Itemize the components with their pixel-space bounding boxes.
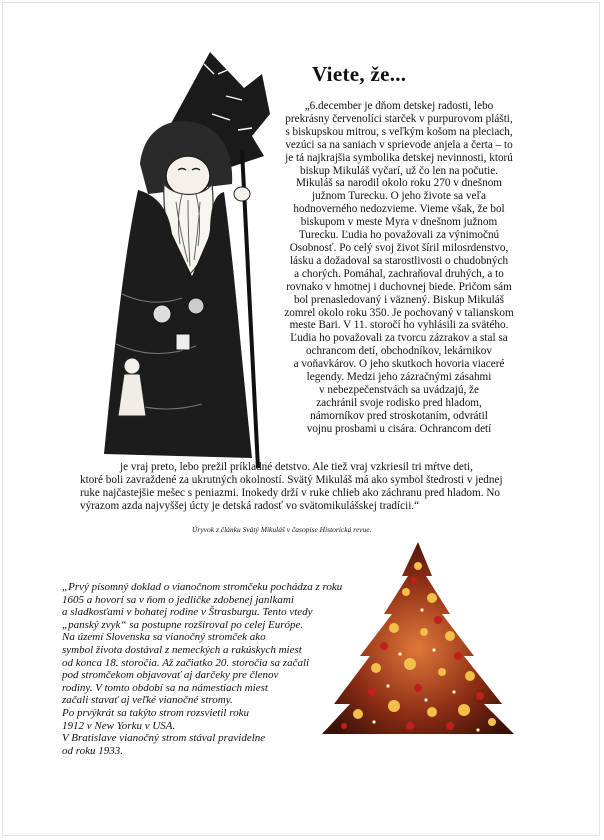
article-line: ktoré boli zavraždené za ukrutných okolností. Svätý Mikuláš má ako symbol štedrosti v jednej (80, 473, 503, 486)
article-line: vezúci sa na saniach v sprievode anjela a čerta – to (285, 138, 513, 151)
article-line: pod stromčekom objavovať aj darčeky pre členov (62, 669, 279, 682)
article-line: výrazom azda najvyššej úcty je detská radosť vo svätomikulášskej tradícii.“ (80, 499, 420, 512)
article-line: ochrancom detí, obchodníkov, lekárnikov (306, 345, 492, 358)
article-line: Turecku. Ľudia ho považovali za výnimočnú (298, 229, 500, 242)
article-source: Úryvok z článku Svätý Mikuláš v časopise Historická revue. (192, 525, 372, 534)
article-line: južnom Turecku. O jeho živote sa veľa (312, 190, 486, 203)
article-line: rovnako v hmotnej i duchovnej biede. Pričom sám (286, 280, 512, 293)
article-line: „Prvý písomný doklad o vianočnom stromčeku pochádza z roku (62, 581, 343, 593)
article-line: od roku 1933. (62, 744, 124, 757)
article-line: rodiny. V tomto období sa na námestiach miest (62, 681, 268, 694)
article-line: vojnu prosbami u cisára. Ochrancom detí (306, 422, 492, 435)
christmas-tree-illustration (314, 536, 520, 746)
mikulas-article-right (260, 100, 538, 436)
saint-nicholas-illustration (92, 44, 278, 474)
article-line: 1605 a hovorí sa v ňom o jedličke zdobenej janlkami (62, 593, 294, 606)
article-line: s biskupskou mitrou, s veľkým košom na pleciach, (285, 125, 513, 138)
article-line: 1912 v New Yorku v USA. (62, 719, 176, 732)
article-line: od konca 18. storočia. Až začiatko 20. storočia sa začali (62, 656, 310, 669)
page-title: Viete, že... (312, 62, 407, 86)
article-line: a sladkosťami v bohatej rodine v Štrasburgu. Tento vtedy (62, 606, 313, 619)
article-line: Ľudia ho považovali za tvorcu zázrakov a stal sa (290, 332, 508, 345)
article-line: prekrásny červenolíci starček v purpurovom plášti, (285, 112, 513, 125)
article-line: ruke najčastejšie mešec s peniazmi. Inokedy drží v ruke chlieb ako záchranu pred hladom. No (80, 486, 500, 499)
article-line: a chorých. Pomáhal, zachraňoval druhých, a to (294, 267, 504, 280)
article-line: v nebezpečenstvách sa uvádzajú, že (319, 383, 479, 396)
article-line: Na území Slovenska sa vianočný stromček ako (62, 631, 266, 644)
article-line: hodnoverného nedozvieme. Vieme však, že bol (293, 203, 505, 216)
mikulas-article-full (80, 461, 560, 513)
article-line: biskup Mikuláš vyčarí, už čo len na počutie. (300, 164, 498, 177)
article-line: lásku a dožadoval sa starostlivosti o chudobných (289, 254, 509, 267)
article-line: námorníkov pred stroskotaním, odvrátil (310, 409, 488, 422)
article-line: a voňavkárov. O jeho skutkoch hovoria viaceré (293, 358, 505, 371)
article-line: je tá najkrajšia symbolika detskej nevinnosti, ktorú (285, 151, 513, 164)
article-line: je vraj preto, lebo prežil príkladné detstvo. Ale tiež vraj vzkriesil tri mŕtve deti, (120, 461, 473, 473)
article-line: legendy. Medzi jeho zázračnými zásahmi (306, 371, 492, 384)
article-line: symbol života dostával z nemeckých a rakúskych miest (62, 643, 302, 656)
article-line: V Bratislave vianočný strom stával pravidelne (62, 732, 266, 745)
article-line: biskupom v meste Myra v dnešnom južnom (300, 216, 498, 229)
article-line: Po prvýkrát sa takýto strom rozsvietil roku (62, 706, 249, 719)
article-line: Mikuláš sa narodil okolo roku 270 v dnešnom (295, 177, 503, 190)
article-line: bol prenasledovaný i väznený. Biskup Mikuláš (293, 293, 505, 306)
article-line: zachránil svoje rodisko pred hladom, (316, 396, 482, 409)
article-line: začali stavať aj veľké vianočné stromy. (62, 694, 233, 707)
article-line: „6.december je dňom detskej radosti, lebo (304, 100, 494, 112)
article-line: meste Bari. V 11. storočí ho vyhlásili za svätého. (289, 319, 509, 332)
article-line: zomrel okolo roku 350. Je pochovaný v talianskom (284, 306, 514, 319)
article-line: Osobnosť. Po celý svoj život šíril milosrdenstvo, (289, 241, 509, 254)
article-line: „panský zvyk“ sa postupne rozširoval po celej Európe. (62, 618, 304, 631)
